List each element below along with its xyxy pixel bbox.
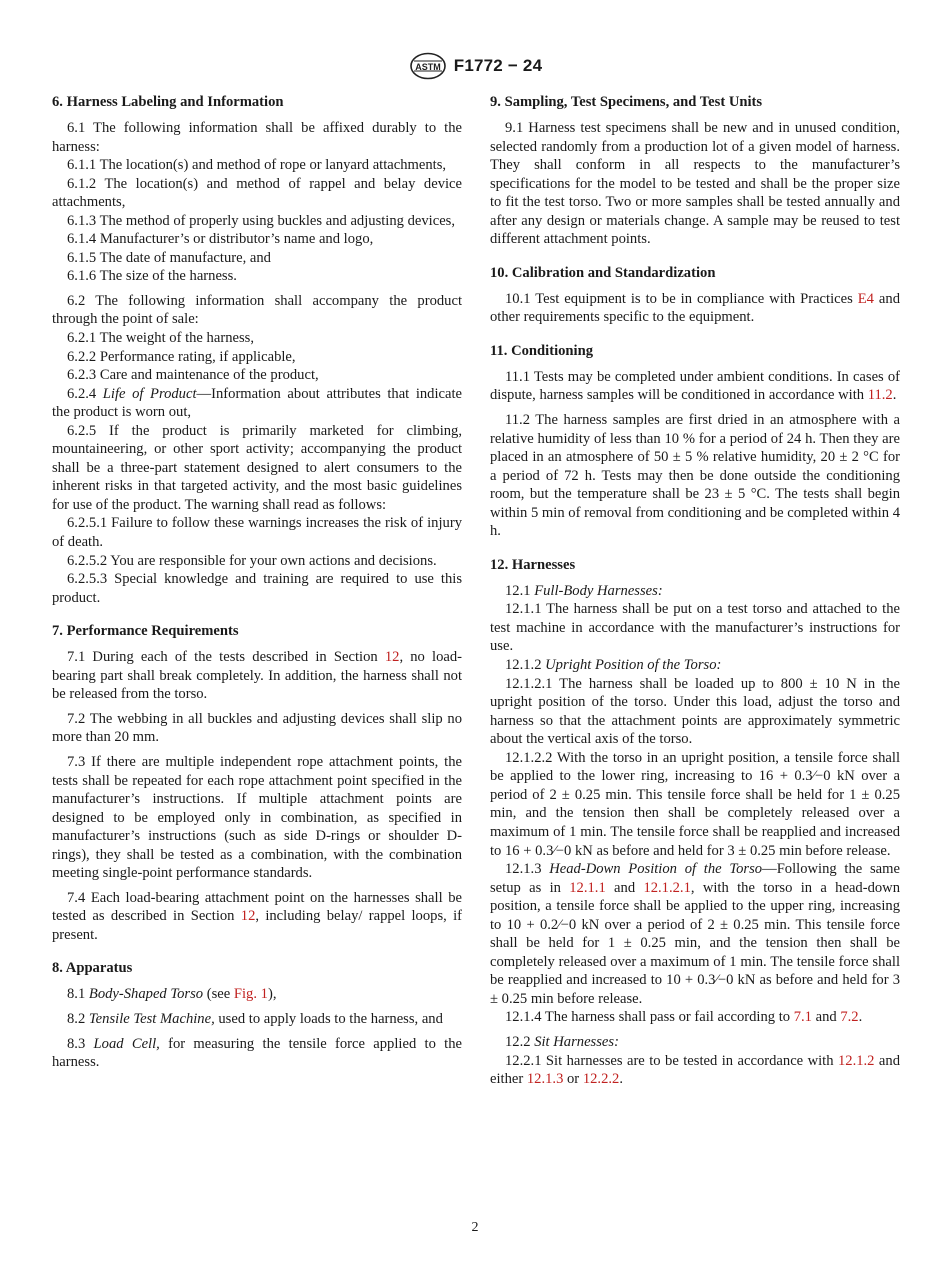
para-12-1-2-2: 12.1.2.2 With the torso in an upright position, a tensile force shall be applied to the lower ring, increasing to 16 + 0.3⁄−0 kN over a period of 2 ± 0.25 min. This tensile force shall be held for 1 ± 0.25 min, and the tension then shall be completely released over a maximum of 1 min. The tensile force shall be reapplied and increased to 16 + 0.3⁄−0 kN as before and held for 3 ± 0.25 min before release. — [490, 749, 900, 859]
para-12-1: 12.1 Full-Body Harnesses: — [505, 582, 663, 599]
para-7-1: 7.1 During each of the tests described in Section 12, no load-bearing part shall break completely. In addition, the harness shall not be released from the torso. — [52, 649, 463, 703]
document-id: F1772 − 24 — [453, 56, 543, 75]
para-6-1: 6.1 The following information shall be affixed durably to the harness: — [52, 120, 462, 155]
section-7-2-link[interactable]: 7.2 — [840, 1009, 859, 1026]
para-9-1: 9.1 Harness test specimens shall be new and in unused condition, selected randomly from a production lot of a given model of harness. They shall conform in all respects to the manufacturer’s specifications for the model to be tested and shall be the proper size to fit the test torso. Two or more samples shall be tested annually and after any design or materials change. A sample may be reused to test different attachment points. — [490, 120, 900, 248]
para-6-1-2: 6.1.2 The location(s) and method of rappel and belay device attachments, — [52, 175, 462, 211]
section-12-1-3-link[interactable]: 12.1.3 — [526, 1071, 564, 1088]
para-12-1-1: 12.1.1 The harness shall be put on a test torso and attached to the test machine in accordance with the manufacturer’s instructions for use. — [490, 601, 900, 655]
para-10-1: 10.1 Test equipment is to be in compliance with Practices E4 and other requirements specific to the equipment. — [490, 290, 900, 326]
para-6-1-4: 6.1.4 Manufacturer’s or distributor’s name and logo, — [67, 231, 374, 248]
para-6-2-5: 6.2.5 If the product is primarily marketed for climbing, mountaineering, or other sport activity; accompanying the product shall be a three-part statement designed to alert consumers to the inherent risks in that targeted activity, and the most basic guidelines for use of the product. The warning shall read as follows: — [52, 422, 462, 513]
para-8-3: 8.3 Load Cell, for measuring the tensile force applied to the harness. — [52, 1035, 463, 1071]
para-6-2-4: 6.2.4 Life of Product—Information about attributes that indicate the product is worn out, — [52, 385, 463, 421]
para-6-1-6: 6.1.6 The size of the harness. — [67, 268, 237, 285]
section-11-2-link[interactable]: 11.2 — [867, 387, 893, 404]
section-11-heading: 11. Conditioning — [490, 342, 594, 359]
svg-text:ASTM: ASTM — [415, 62, 441, 72]
para-12-1-3: 12.1.3 Head-Down Position of the Torso—Following the same setup as in 12.1.1 and 12.1.2.1, with the torso in a head-down position, a tensile force shall be applied to the upper ring, increasing to 10 + 0.2⁄−0 kN over a period of 2 ± 0.25 min. This tensile force shall be held for 1 ± 0.25 min, and the tension then shall be completely released over a maximum of 1 min. The tensile force shall be reapplied and increased to 10 + 0.3⁄−0 kN as before and held for 3 ± 0.25 min before release. — [490, 861, 901, 1007]
section-7-1-link[interactable]: 7.1 — [793, 1009, 812, 1026]
para-6-1-3: 6.1.3 The method of properly using buckles and adjusting devices, — [67, 212, 456, 229]
para-6-1-5: 6.1.5 The date of manufacture, and — [67, 249, 271, 266]
section-12-1-1-link[interactable]: 12.1.1 — [569, 879, 606, 896]
astm-logo-icon — [408, 52, 448, 80]
para-11-2: 11.2 The harness samples are first dried in an atmosphere with a relative humidity of less than 10 % for a period of 24 h. Then they are placed in an atmosphere of 50 ± 5 % relative humidity, 20 ± 2 °C for a period of 72 h. Tests may then be done outside the conditioning room, but the temperature shall be 23 ± 5 °C. The tests shall begin within 5 min of removal from conditioning and be completed within 4 h. — [490, 412, 900, 540]
section-12-1-2-link[interactable]: 12.1.2 — [837, 1052, 875, 1069]
para-8-2: 8.2 Tensile Test Machine, used to apply loads to the harness, and — [67, 1010, 443, 1027]
section-8-heading: 8. Apparatus — [52, 960, 133, 977]
para-6-2-2: 6.2.2 Performance rating, if applicable, — [67, 348, 296, 365]
para-12-1-2: 12.1.2 Upright Position of the Torso: — [505, 657, 722, 674]
page-number: 2 — [471, 1220, 479, 1235]
para-6-2: 6.2 The following information shall accompany the product through the point of sale: — [52, 292, 462, 328]
para-6-2-3: 6.2.3 Care and maintenance of the product, — [67, 367, 319, 384]
para-8-1: 8.1 Body-Shaped Torso (see Fig. 1), — [67, 986, 277, 1003]
para-7-3: 7.3 If there are multiple independent rope attachment points, the tests shall be repeated for each rope attachment point specified in the manufacturer’s instructions. If multiple attachment points are designed to be employed only in combination, as specified in manufacturer’s instructions (such as side D-rings or shoulder D-rings), they shall be tested as a combination, with the combination meeting single-point performance standards. — [52, 753, 462, 882]
para-12-1-4: 12.1.4 The harness shall pass or fail according to 7.1 and 7.2. — [505, 1009, 863, 1026]
section-12-link[interactable]: 12 — [240, 908, 256, 925]
para-7-4: 7.4 Each load-bearing attachment point on the harnesses shall be tested as described in Section 12, including belay/ rappel loops, if present. — [52, 889, 462, 943]
para-6-1-1: 6.1.1 The location(s) and method of rope or lanyard attachments, — [67, 157, 447, 174]
para-11-1: 11.1 Tests may be completed under ambient conditions. In cases of dispute, harness samples will be conditioned in accordance with 11.2. — [490, 368, 900, 404]
section-12-2-2-link[interactable]: 12.2.2 — [582, 1071, 620, 1088]
para-6-2-5-3: 6.2.5.3 Special knowledge and training are required to use this product. — [52, 571, 462, 606]
section-12-heading: 12. Harnesses — [490, 556, 576, 573]
para-6-2-5-1: 6.2.5.1 Failure to follow these warnings increases the risk of injury of death. — [52, 515, 462, 551]
para-12-2: 12.2 Sit Harnesses: — [505, 1033, 619, 1050]
para-12-2-1: 12.2.1 Sit harnesses are to be tested in accordance with 12.1.2 and either 12.1.3 or 12.2.2. — [490, 1052, 900, 1088]
para-6-2-1: 6.2.1 The weight of the harness, — [67, 330, 254, 347]
left-column — [52, 92, 462, 1072]
section-6-heading: 6. Harness Labeling and Information — [52, 94, 284, 110]
section-10-heading: 10. Calibration and Standardization — [490, 264, 716, 281]
section-12-link[interactable]: 12 — [384, 649, 400, 666]
para-7-2: 7.2 The webbing in all buckles and adjusting devices shall slip no more than 20 mm. — [52, 710, 462, 746]
section-12-1-2-1-link[interactable]: 12.1.2.1 — [643, 879, 691, 896]
section-7-heading: 7. Performance Requirements — [52, 623, 239, 640]
para-12-1-2-1: 12.1.2.1 The harness shall be loaded up to 800 ± 10 N in the upright position of the torso. Under this load, adjust the torso and harness so that the attachment points are approximately symmetric about the vertical axis of the torso. — [490, 675, 900, 748]
right-column — [490, 92, 900, 1089]
fig-1-link[interactable]: Fig. 1 — [233, 986, 268, 1003]
para-6-2-5-2: 6.2.5.2 You are responsible for your own actions and decisions. — [67, 552, 437, 569]
section-9-heading: 9. Sampling, Test Specimens, and Test Units — [490, 94, 763, 110]
e4-link[interactable]: E4 — [857, 290, 874, 307]
page-header — [0, 52, 950, 85]
